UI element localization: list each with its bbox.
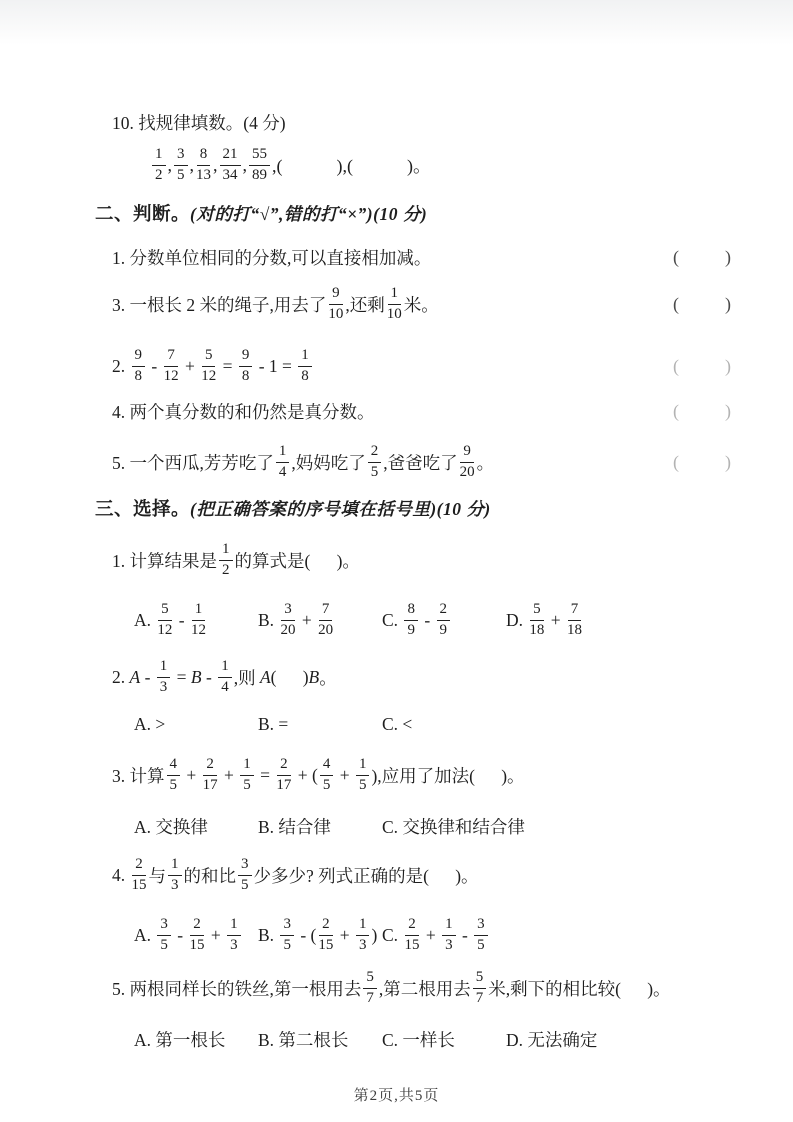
bracket-close: ) (725, 355, 731, 376)
bracket-close: ) (725, 293, 731, 314)
text-run: + (421, 924, 441, 945)
choice-stem-5 (112, 965, 671, 1011)
text-run: + (297, 609, 317, 630)
question-10-title (112, 110, 286, 135)
fraction: $\frac{7}{12}$ (163, 347, 179, 384)
choice-options-5 (134, 1025, 597, 1053)
choice-stem-3 (112, 752, 525, 798)
fraction: $\frac{1}{3}$ (168, 857, 182, 893)
fraction: $\frac{55}{89}$ (249, 147, 270, 183)
bracket-open: ( (673, 246, 679, 267)
text-run: 5. 一个西瓜,芳芳吃了 (112, 452, 274, 473)
option-3a (134, 814, 258, 839)
text-run: A. 交换律 (134, 816, 208, 837)
judge-item-2 (112, 281, 731, 327)
text-run: ,爸爸吃了 (383, 452, 458, 473)
judge-item-4-text (112, 399, 375, 424)
choice-stem-1 (112, 537, 360, 583)
option-5b (258, 1027, 382, 1052)
fraction: $\frac{9}{10}$ (328, 285, 344, 322)
answer-bracket-4 (673, 401, 731, 422)
option-4a (134, 917, 258, 953)
fraction: $\frac{4}{5}$ (167, 757, 181, 793)
bracket-close: ) (725, 451, 731, 472)
fraction: $\frac{9}{8}$ (239, 348, 253, 384)
text-run: B (190, 666, 202, 687)
text-run: 1. 计算结果是 (112, 550, 217, 571)
choice-stem-5-text (112, 970, 671, 1006)
text-run: 2. (112, 355, 130, 376)
fraction: $\frac{3}{5}$ (157, 917, 171, 953)
text-run: ( ) (270, 666, 309, 687)
text-run: A (259, 666, 271, 687)
text-run: = (172, 666, 191, 687)
text-run: 4. 两个真分数的和仍然是真分数。 (112, 401, 375, 422)
text-run: 与 (148, 865, 166, 886)
fraction: $\frac{2}{15}$ (318, 916, 334, 953)
text-run: 少多少? 列式正确的是( )。 (253, 865, 479, 886)
fraction: $\frac{1}{3}$ (442, 917, 456, 953)
text-run: 。 (319, 667, 337, 688)
page-number-text: 第2页,共5页 (353, 1088, 440, 1104)
text-run: (把正确答案的序号填在括号里)(10 分) (190, 498, 491, 519)
question-10-title-text: 10. 找规律填数。(4 分) (112, 113, 286, 133)
judge-item-4 (112, 397, 731, 425)
fraction: $\frac{8}{13}$ (196, 146, 211, 183)
text-run: = (255, 764, 275, 785)
choice-options-1 (134, 597, 584, 643)
text-run: + (546, 609, 566, 630)
text-run: 3. 计算 (112, 765, 165, 786)
text-run: B. 第二根长 (258, 1029, 349, 1050)
text-run: C. (382, 609, 403, 630)
judge-item-5-text (112, 444, 494, 480)
bracket-open: ( (673, 400, 679, 421)
section-3-header (95, 495, 491, 521)
fraction: $\frac{5}{12}$ (201, 347, 217, 384)
fraction: $\frac{5}{7}$ (473, 970, 487, 1006)
fraction: $\frac{1}{4}$ (276, 444, 290, 480)
text-run: , (213, 154, 218, 175)
text-run: + ( (293, 764, 318, 785)
fraction: $\frac{2}{5}$ (368, 444, 382, 480)
fraction: $\frac{21}{34}$ (220, 147, 241, 183)
fraction: $\frac{9}{20}$ (459, 443, 475, 480)
answer-bracket-1 (673, 247, 731, 268)
option-5a (134, 1027, 258, 1052)
option-1c (382, 602, 506, 638)
text-run: B. (258, 924, 279, 945)
fraction: $\frac{1}{2}$ (152, 147, 166, 183)
text-run: B. = (258, 713, 289, 734)
text-run: (对的打“√”,错的打“×”)(10 分) (190, 203, 428, 224)
text-run: C. 一样长 (382, 1029, 455, 1050)
section-2-header (95, 200, 427, 226)
option-5c (382, 1027, 506, 1052)
text-run: A. (134, 924, 156, 945)
option-4b (258, 917, 382, 953)
option-2b (258, 714, 382, 735)
text-run: D. (506, 609, 528, 630)
bracket-open: ( (673, 451, 679, 472)
judge-item-1 (112, 243, 731, 271)
text-run: A. > (134, 713, 166, 734)
fraction: $\frac{2}{17}$ (202, 756, 218, 793)
fraction: $\frac{9}{8}$ (132, 348, 146, 384)
fraction: $\frac{5}{18}$ (529, 601, 545, 638)
text-run: B. 结合律 (258, 816, 331, 837)
choice-stem-2 (112, 654, 337, 700)
option-2a (134, 714, 258, 735)
fraction: $\frac{5}{7}$ (363, 970, 377, 1006)
text-run: 2. (112, 666, 130, 687)
fraction: $\frac{2}{15}$ (131, 856, 147, 893)
judge-item-5 (112, 439, 731, 485)
text-run: B. (258, 609, 279, 630)
text-run: ,妈妈吃了 (291, 452, 366, 473)
choice-stem-4-text (112, 857, 479, 893)
text-run: - 1 = (254, 355, 297, 376)
text-run: 的和比 (183, 865, 236, 886)
text-run: , (242, 154, 247, 175)
bracket-close: ) (725, 246, 731, 267)
text-run: 的算式是( )。 (234, 550, 360, 571)
option-5d (506, 1027, 597, 1052)
fraction: $\frac{2}{17}$ (276, 756, 292, 793)
answer-bracket-3 (673, 356, 731, 377)
fraction: $\frac{1}{10}$ (386, 285, 402, 322)
choice-stem-1-text (112, 542, 360, 578)
fraction: $\frac{3}{20}$ (280, 601, 296, 638)
option-1d (506, 602, 584, 638)
text-run: - (174, 609, 189, 630)
text-run: - (201, 666, 217, 687)
fraction: $\frac{1}{3}$ (227, 917, 241, 953)
question-10-sequence (150, 141, 431, 189)
text-run: - (419, 609, 435, 630)
fraction: $\frac{3}{5}$ (474, 917, 488, 953)
judge-item-2-text (112, 286, 439, 322)
bracket-open: ( (673, 355, 679, 376)
section-3-header-text (95, 495, 491, 521)
text-run: = (218, 355, 237, 376)
answer-bracket-5 (673, 452, 731, 473)
text-run: - ( (295, 924, 317, 945)
fraction: $\frac{3}{5}$ (238, 857, 252, 893)
bracket-close: ) (725, 400, 731, 421)
text-run: ) (371, 924, 378, 945)
fraction: $\frac{1}{5}$ (240, 757, 254, 793)
judge-item-1-text (112, 245, 431, 270)
fraction: $\frac{1}{12}$ (190, 601, 206, 638)
text-run: + (206, 924, 226, 945)
text-run: 米,剩下的相比较( )。 (488, 978, 671, 999)
text-run: D. 无法确定 (506, 1029, 598, 1050)
text-run: ),应用了加法( )。 (371, 765, 525, 786)
bracket-open: ( (673, 293, 679, 314)
text-run: , (189, 154, 194, 175)
fraction: $\frac{1}{2}$ (219, 542, 233, 578)
fraction: $\frac{1}{3}$ (356, 917, 370, 953)
judge-item-3 (112, 343, 731, 389)
text-run: B (308, 666, 320, 687)
text-run: - (147, 355, 162, 376)
choice-stem-3-text (112, 757, 525, 793)
option-2c (382, 714, 412, 735)
fraction: $\frac{5}{12}$ (157, 601, 173, 638)
text-run: C. < (382, 713, 413, 734)
text-run: 1. 分数单位相同的分数,可以直接相加减。 (112, 247, 432, 268)
option-3c (382, 814, 525, 839)
text-run: ,( ),( )。 (272, 156, 431, 176)
section-2-header-text (95, 200, 427, 226)
fraction: $\frac{4}{5}$ (320, 757, 334, 793)
text-run: 二、判断。 (95, 205, 191, 225)
text-run: 3. 一根长 2 米的绳子,用去了 (112, 294, 327, 315)
text-run: A. 第一根长 (134, 1029, 226, 1050)
sequence-expression (150, 147, 431, 183)
fraction: $\frac{2}{9}$ (437, 602, 451, 638)
choice-options-2 (134, 710, 412, 738)
text-run: - (172, 924, 188, 945)
text-run: C. (382, 924, 403, 945)
text-run: 三、选择。 (95, 500, 191, 520)
choice-options-4 (134, 912, 490, 958)
fraction: $\frac{1}{5}$ (356, 757, 370, 793)
text-run: A. (134, 609, 156, 630)
text-run: + (335, 924, 354, 945)
text-run: 5. 两根同样长的铁丝,第一根用去 (112, 978, 362, 999)
option-3b (258, 814, 382, 839)
text-run: + (219, 764, 239, 785)
answer-bracket-2 (673, 294, 731, 315)
text-run: A (129, 666, 141, 687)
fraction: $\frac{8}{9}$ (404, 602, 418, 638)
fraction: $\frac{2}{15}$ (404, 916, 420, 953)
text-run: C. 交换律和结合律 (382, 816, 525, 837)
choice-stem-4 (112, 850, 479, 900)
choice-options-3 (134, 812, 525, 840)
text-run: ,则 (233, 667, 260, 688)
fraction: $\frac{1}{8}$ (298, 348, 312, 384)
text-run: + (182, 764, 201, 785)
text-run: , (167, 154, 172, 175)
text-run: - (457, 924, 473, 945)
text-run: ,还剩 (345, 294, 385, 315)
fraction: $\frac{3}{5}$ (280, 917, 294, 953)
page-number (0, 1084, 793, 1105)
option-1a (134, 602, 258, 638)
text-run: + (180, 355, 200, 376)
text-run: 4. (112, 864, 130, 885)
option-1b (258, 602, 382, 638)
text-run: + (335, 764, 354, 785)
text-run: 。 (476, 452, 495, 473)
text-run: ,第二根用去 (378, 978, 471, 999)
fraction: $\frac{2}{15}$ (189, 916, 205, 953)
text-run: 米。 (403, 294, 439, 315)
fraction: $\frac{3}{5}$ (174, 147, 188, 183)
choice-stem-2-text (112, 659, 337, 695)
fraction: $\frac{1}{4}$ (218, 659, 232, 695)
fraction: $\frac{7}{18}$ (567, 601, 583, 638)
option-4c (382, 917, 490, 953)
fraction: $\frac{7}{20}$ (318, 601, 334, 638)
text-run: - (140, 666, 155, 687)
judge-item-3-text (112, 348, 314, 384)
fraction: $\frac{1}{3}$ (157, 659, 171, 695)
